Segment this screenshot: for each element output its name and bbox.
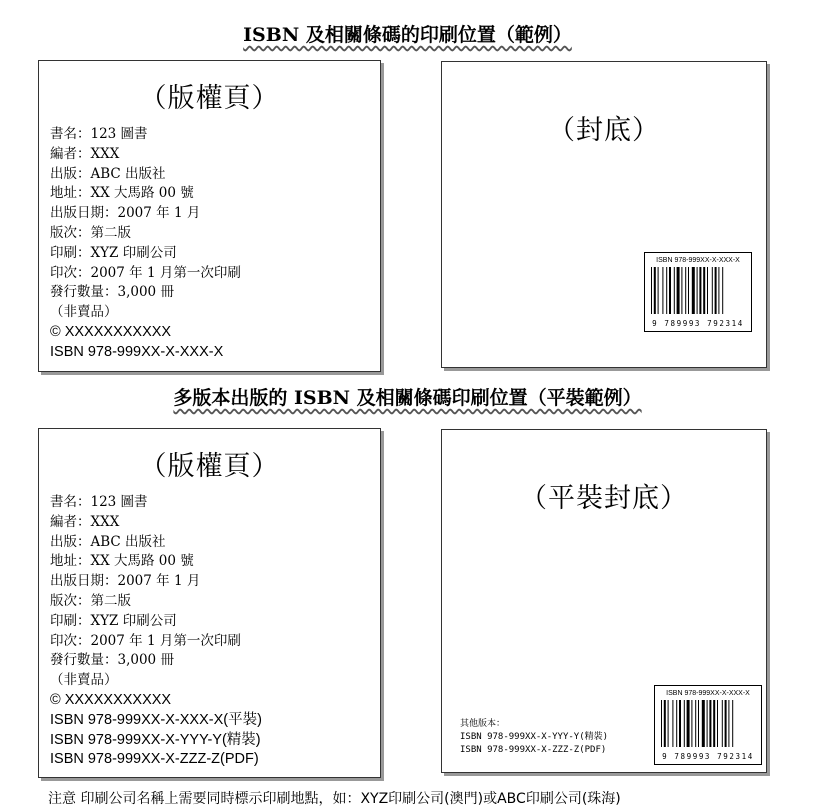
barcode-stripe <box>703 267 705 314</box>
isbn-line: ISBN 978-999XX-X-ZZZ-Z(PDF) <box>50 751 259 768</box>
info-line: 印刷：XYZ 印刷公司 <box>50 244 177 261</box>
barcode-stripe <box>658 267 659 314</box>
barcode-stripe <box>697 267 698 314</box>
isbn-barcode <box>654 685 762 765</box>
info-line: 版次：第二版 <box>50 224 131 241</box>
isbn-line: ISBN 978-999XX-X-XXX-X <box>50 343 224 360</box>
info-line: 印刷：XYZ 印刷公司 <box>50 612 177 629</box>
barcode-stripe <box>707 700 708 747</box>
info-line: 地址：XX 大馬路 00 號 <box>50 553 194 570</box>
barcode-bars <box>651 267 747 314</box>
barcode-stripe <box>651 267 652 314</box>
barcode-stripe <box>717 700 718 747</box>
info-line: （非賣品） <box>50 304 118 321</box>
barcode-stripe <box>702 700 705 747</box>
info-line: 發行數量：3,000 冊 <box>50 652 174 669</box>
barcode-stripe <box>664 700 666 747</box>
back-cover-panel-2 <box>441 429 767 773</box>
barcode-stripe <box>668 700 669 747</box>
barcode-stripe <box>685 267 686 314</box>
barcode-stripe <box>684 700 685 747</box>
info-line: （非賣品） <box>50 672 118 689</box>
copyright-line: © XXXXXXXXXXX <box>50 691 172 708</box>
copyright-info-2 <box>50 493 262 770</box>
barcode-stripe <box>661 700 662 747</box>
barcode-stripe <box>691 700 692 747</box>
info-line: 書名：123 圖書 <box>50 126 148 142</box>
barcode-stripe <box>672 700 673 747</box>
barcode-stripe <box>688 267 689 314</box>
barcode-stripe <box>698 700 699 747</box>
barcode-stripe <box>713 700 715 747</box>
barcode-stripe <box>722 700 723 747</box>
barcode-stripe <box>662 267 663 314</box>
copyright-page-panel-1 <box>38 60 381 372</box>
barcode-stripe <box>718 267 719 314</box>
barcode-stripe <box>712 267 713 314</box>
barcode-stripe <box>707 267 708 314</box>
info-line: 出版：ABC 出版社 <box>50 533 166 550</box>
isbn-line: ISBN 978-999XX-X-YYY-Y(精裝) <box>50 731 261 748</box>
info-line: 出版日期：2007 年 1 月 <box>50 205 201 222</box>
other-version-item: ISBN 978-999XX-X-ZZZ-Z(PDF) <box>460 745 607 755</box>
barcode-stripe <box>722 267 723 314</box>
barcode-stripe <box>687 700 690 747</box>
section1-title: ISBN 及相關條碼的印刷位置（範例） <box>243 24 572 46</box>
info-line: 出版：ABC 出版社 <box>50 165 166 182</box>
barcode-stripe <box>695 700 696 747</box>
barcode-stripe <box>692 267 695 314</box>
copyright-page-panel-2 <box>38 428 381 778</box>
barcode-stripe <box>728 700 729 747</box>
barcode-stripe <box>666 267 667 314</box>
barcode-stripe <box>732 700 733 747</box>
info-line: 印次：2007 年 1 月第一次印刷 <box>50 632 241 649</box>
barcode-bars <box>661 700 757 747</box>
back-cover-panel-1 <box>441 61 767 368</box>
info-line: 書名：123 圖書 <box>50 494 148 510</box>
info-line: 版次：第二版 <box>50 592 131 609</box>
other-version-item: ISBN 978-999XX-X-YYY-Y(精裝) <box>460 732 609 742</box>
other-versions <box>460 718 608 757</box>
info-line: 編者：XXX <box>50 513 120 530</box>
barcode-digits: 9 789993 792314 <box>662 752 754 761</box>
info-line: 印次：2007 年 1 月第一次印刷 <box>50 264 241 281</box>
barcode-stripe <box>676 700 677 747</box>
copyright-page-heading: （版權頁） <box>139 83 280 114</box>
copyright-info-1 <box>50 125 241 363</box>
other-versions-label: 其他版本： <box>460 719 506 729</box>
back-cover-heading: （平裝封底） <box>520 483 688 514</box>
barcode-stripe <box>681 267 682 314</box>
barcode-stripe <box>677 267 680 314</box>
isbn-barcode <box>644 252 752 332</box>
copyright-page-heading: （版權頁） <box>139 451 280 482</box>
barcode-stripe <box>679 700 681 747</box>
barcode-digits: 9 789993 792314 <box>652 319 744 328</box>
barcode-isbn: ISBN 978-999XX-X-XXX-X <box>666 690 750 697</box>
barcode-stripe <box>674 267 675 314</box>
section2-title: 多版本出版的 ISBN 及相關條碼印刷位置（平裝範例） <box>173 387 642 409</box>
barcode-stripe <box>654 267 656 314</box>
info-line: 發行數量：3,000 冊 <box>50 284 174 301</box>
barcode-stripe <box>725 700 727 747</box>
info-line: 編者：XXX <box>50 145 120 162</box>
footnote: 注意 印刷公司名稱上需要同時標示印刷地點，如：XYZ印刷公司(澳門)或ABC印刷公司(珠海) <box>48 791 621 807</box>
info-line: 出版日期：2007 年 1 月 <box>50 573 201 590</box>
barcode-stripe <box>669 267 671 314</box>
info-line: 地址：XX 大馬路 00 號 <box>50 185 194 202</box>
back-cover-heading: （封底） <box>548 115 660 146</box>
barcode-stripe <box>715 267 717 314</box>
isbn-line: ISBN 978-999XX-X-XXX-X(平裝) <box>50 711 262 728</box>
copyright-line: © XXXXXXXXXXX <box>50 323 172 340</box>
barcode-isbn: ISBN 978-999XX-X-XXX-X <box>656 257 740 264</box>
barcode-stripe <box>699 267 701 314</box>
barcode-stripe <box>709 700 711 747</box>
